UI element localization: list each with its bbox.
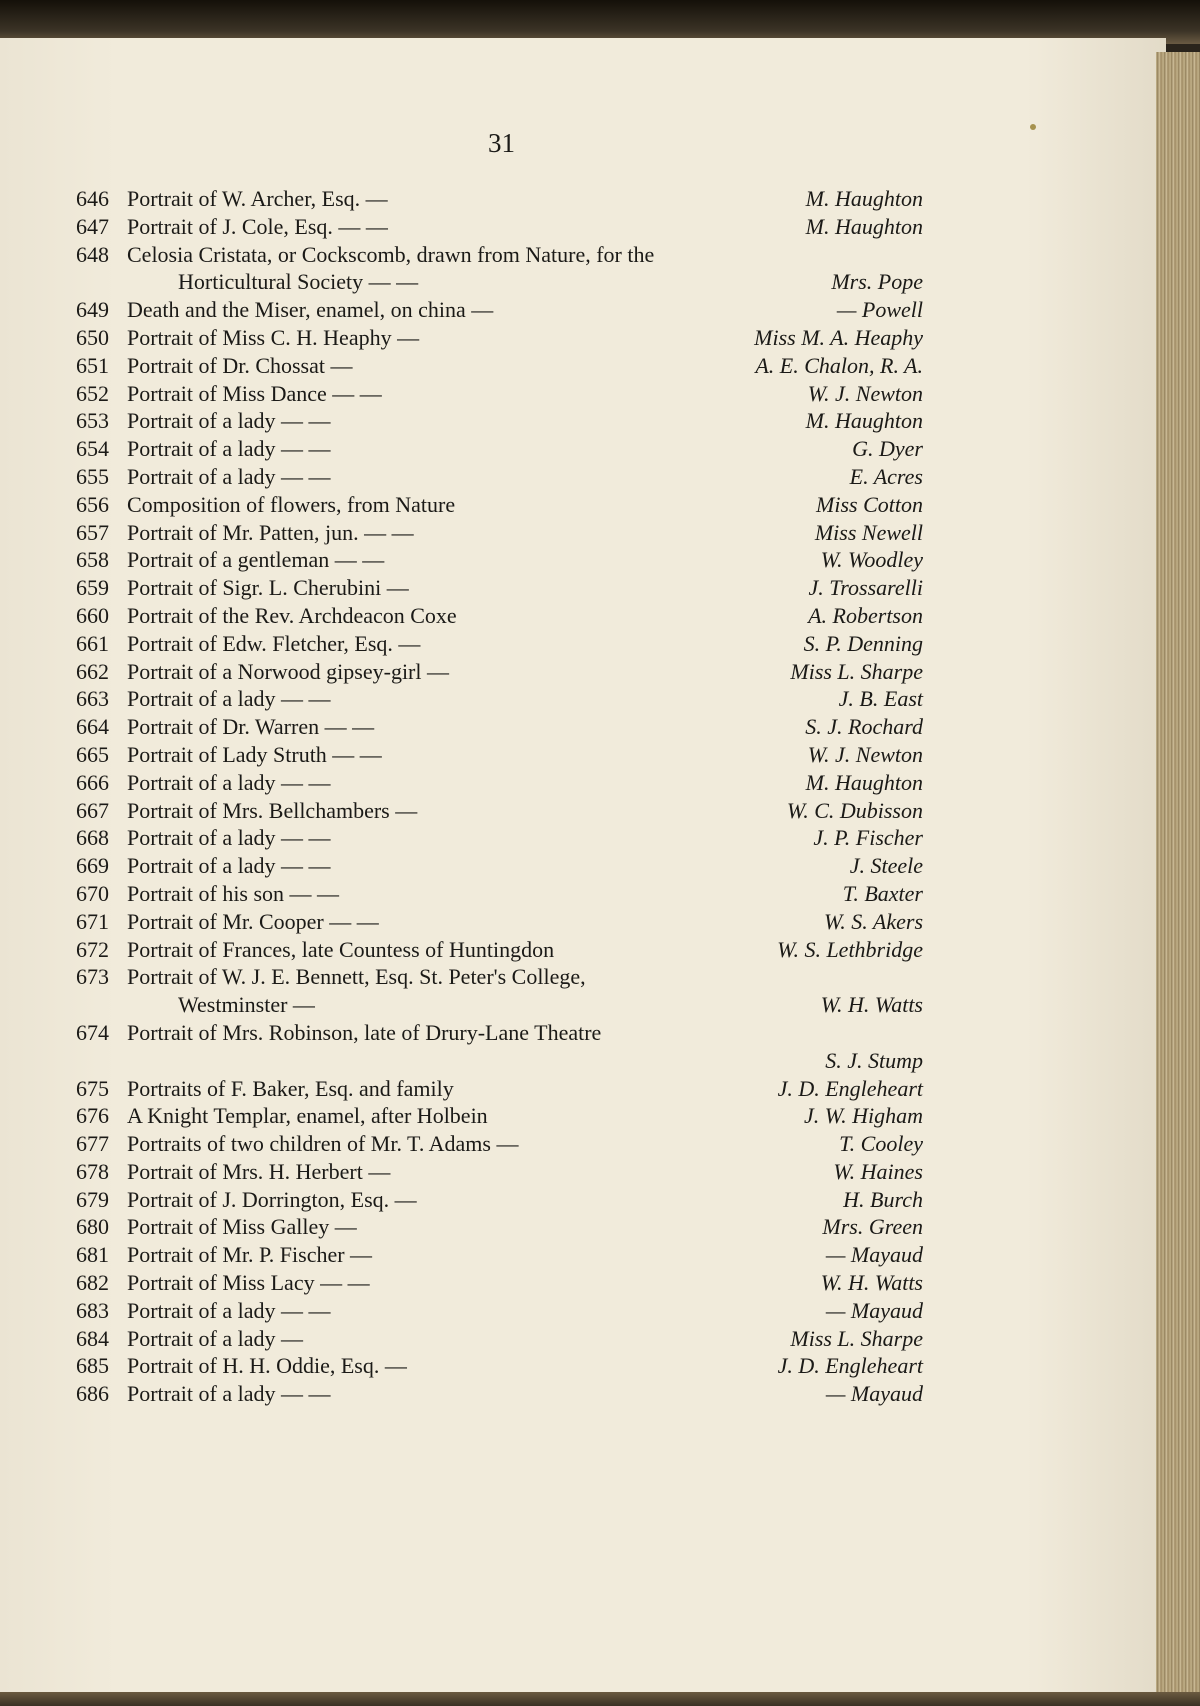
entry-artist: M. Haughton [805,408,923,434]
entry-title: Portrait of Edw. Fletcher, Esq. — [127,630,421,656]
entry-title: Portrait of Miss C. H. Heaphy — [127,324,420,350]
entry-number: 655 [76,463,109,489]
entry-title: Portrait of a gentleman — — [127,547,385,573]
entry-title: Portrait of Sigr. L. Cherubini — [127,575,409,601]
catalogue-entry [76,1326,923,1354]
entry-artist: W. H. Watts [820,1270,923,1296]
entry-artist: M. Haughton [805,213,923,239]
entry-title: Portrait of the Rev. Archdeacon Coxe [127,602,457,628]
entry-number: 675 [76,1075,109,1101]
entry-title: Portrait of a lady — — [127,463,331,489]
catalogue-entry [76,992,923,1020]
catalogue-entry [76,798,923,826]
entry-title: Westminster — [178,992,315,1018]
entry-artist: W. H. Watts [820,992,923,1018]
entry-number: 650 [76,324,109,350]
catalogue-entry [76,853,923,881]
catalogue-entry [76,242,923,270]
catalogue-entry [76,269,923,297]
entry-number: 673 [76,964,109,990]
entry-title: Portrait of his son — — [127,880,340,906]
catalogue-entry [76,1242,923,1270]
entry-artist: M. Haughton [805,769,923,795]
catalogue-entry [76,1048,923,1076]
entry-title: Portrait of Mrs. Robinson, late of Drury-Lane Theatre [127,1019,602,1045]
catalogue-entry [76,1381,923,1409]
entry-artist: W. Woodley [820,547,923,573]
catalogue-entry [76,408,923,436]
entry-number: 684 [76,1325,109,1351]
entry-title: Portrait of Dr. Warren — — [127,714,375,740]
entry-number: 685 [76,1353,109,1379]
entry-number: 662 [76,658,109,684]
entry-artist: E. Acres [849,463,923,489]
catalogue-entry [76,937,923,965]
entry-artist: Miss L. Sharpe [790,1325,923,1351]
entry-title: Portrait of Frances, late Countess of Huntingdon [127,936,555,962]
entry-number: 669 [76,853,109,879]
catalogue-entry [76,381,923,409]
entry-title: Death and the Miser, enamel, on china — [127,297,494,323]
page-edges [1156,52,1200,1706]
entry-title: Portrait of Dr. Chossat — [127,352,353,378]
entry-number: 664 [76,714,109,740]
catalogue-entry [76,1131,923,1159]
entry-title: Portrait of a lady — — [127,853,331,879]
catalogue-entry [76,547,923,575]
entry-artist: G. Dyer [852,436,923,462]
catalogue-entry [76,603,923,631]
entry-number: 647 [76,213,109,239]
entry-artist: W. J. Newton [807,741,923,767]
entry-artist: H. Burch [843,1186,923,1212]
entry-artist: J. W. Higham [804,1103,923,1129]
entry-artist: W. S. Lethbridge [777,936,923,962]
foxing-spot [1030,124,1036,130]
entry-title: A Knight Templar, enamel, after Holbein [127,1103,488,1129]
entry-artist: J. B. East [838,686,923,712]
catalogue-entry [76,881,923,909]
entry-artist: Miss Newell [814,519,923,545]
entry-title: Portrait of Miss Lacy — — [127,1270,370,1296]
entry-artist: J. P. Fischer [813,825,923,851]
entry-artist: J. Steele [849,853,923,879]
entry-artist: Miss Cotton [816,491,923,517]
entry-number: 672 [76,936,109,962]
entry-number: 666 [76,769,109,795]
entry-title: Portraits of two children of Mr. T. Adams — [127,1131,519,1157]
entry-number: 658 [76,547,109,573]
catalogue-entry [76,631,923,659]
entry-title: Portrait of Lady Struth — — [127,741,382,767]
entry-number: 652 [76,380,109,406]
catalogue-entries [76,186,923,1409]
entry-artist: — Mayaud [825,1381,923,1407]
catalogue-entry [76,214,923,242]
entry-artist: J. Trossarelli [808,575,923,601]
entry-title: Portrait of Mr. Cooper — — [127,908,379,934]
catalogue-entry [76,909,923,937]
catalogue-entry [76,1214,923,1242]
entry-artist: S. P. Denning [803,630,923,656]
entry-title: Portrait of H. H. Oddie, Esq. — [127,1353,407,1379]
catalogue-entry [76,186,923,214]
entry-number: 657 [76,519,109,545]
catalogue-entry [76,964,923,992]
catalogue-entry [76,1353,923,1381]
entry-title: Portrait of J. Dorrington, Esq. — [127,1186,417,1212]
entry-title: Portrait of J. Cole, Esq. — — [127,213,388,239]
entry-artist: J. D. Engleheart [777,1075,923,1101]
catalogue-entry [76,825,923,853]
entry-number: 663 [76,686,109,712]
entry-artist: W. C. Dubisson [786,797,923,823]
entry-artist: A. E. Chalon, R. A. [755,352,923,378]
entry-number: 676 [76,1103,109,1129]
entry-number: 670 [76,880,109,906]
catalogue-entry [76,464,923,492]
entry-number: 682 [76,1270,109,1296]
entry-number: 679 [76,1186,109,1212]
entry-title: Portrait of Mrs. Bellchambers — [127,797,418,823]
catalogue-entry [76,325,923,353]
entry-number: 683 [76,1297,109,1323]
catalogue-entry [76,1187,923,1215]
page-number: 31 [488,128,515,158]
entry-number: 649 [76,297,109,323]
catalogue-entry [76,1159,923,1187]
catalogue-entry [76,492,923,520]
catalogue-entry [76,297,923,325]
catalogue-entry [76,1103,923,1131]
catalogue-entry [76,1076,923,1104]
entry-artist: A. Robertson [808,602,923,628]
entry-number: 678 [76,1158,109,1184]
entry-title: Portrait of a lady — — [127,408,331,434]
entry-artist: J. D. Engleheart [777,1353,923,1379]
catalogue-entry [76,742,923,770]
catalogue-entry [76,1270,923,1298]
entry-artist: — Mayaud [825,1242,923,1268]
entry-number: 686 [76,1381,109,1407]
catalogue-entry [76,686,923,714]
entry-title: Portrait of Miss Galley — [127,1214,357,1240]
entry-number: 681 [76,1242,109,1268]
entry-artist: Mrs. Pope [831,269,923,295]
entry-title: Portrait of a lady — — [127,1381,331,1407]
entry-artist: S. J. Rochard [805,714,923,740]
entry-title: Portrait of a lady — — [127,686,331,712]
entry-artist: — Mayaud [825,1297,923,1323]
entry-number: 659 [76,575,109,601]
entry-number: 646 [76,186,109,211]
catalogue-entry [76,436,923,464]
entry-number: 677 [76,1131,109,1157]
entry-title: Portrait of a lady — — [127,825,331,851]
catalogue-entry [76,1298,923,1326]
entry-title: Portrait of a Norwood gipsey-girl — [127,658,449,684]
entry-title: Portrait of a lady — — [127,769,331,795]
book-binding-bottom [0,1692,1200,1706]
entry-artist: Miss L. Sharpe [790,658,923,684]
catalogue-entry [76,714,923,742]
entry-number: 648 [76,241,109,267]
entry-number: 667 [76,797,109,823]
entry-title: Celosia Cristata, or Cockscomb, drawn from Nature, for the [127,241,655,267]
entry-number: 656 [76,491,109,517]
entry-artist: S. J. Stump [825,1047,923,1073]
entry-title: Composition of flowers, from Nature [127,491,456,517]
entry-number: 674 [76,1019,109,1045]
entry-title: Portrait of W. Archer, Esq. — [127,186,388,211]
entry-title: Portrait of a lady — [127,1325,303,1351]
catalogue-entry [76,575,923,603]
entry-title: Portrait of a lady — — [127,436,331,462]
entry-artist: T. Baxter [842,880,923,906]
entry-title: Portraits of F. Baker, Esq. and family [127,1075,454,1101]
entry-number: 660 [76,602,109,628]
entry-title: Portrait of Mr. Patten, jun. — — [127,519,414,545]
entry-artist: M. Haughton [805,186,923,211]
catalogue-entry [76,659,923,687]
catalogue-entry [76,1020,923,1048]
entry-title: Portrait of Mr. P. Fischer — [127,1242,373,1268]
catalogue-entry [76,770,923,798]
entry-artist: W. J. Newton [807,380,923,406]
catalogue-entry [76,520,923,548]
entry-artist: W. Haines [833,1158,923,1184]
entry-title: Portrait of W. J. E. Bennett, Esq. St. Peter's College, [127,964,586,990]
entry-title: Portrait of Mrs. H. Herbert — [127,1158,391,1184]
catalogue-entry [76,353,923,381]
entry-artist: Miss M. A. Heaphy [754,324,923,350]
entry-title: Horticultural Society — — [178,269,419,295]
entry-number: 665 [76,741,109,767]
entry-artist: T. Cooley [839,1131,923,1157]
entry-number: 654 [76,436,109,462]
entry-title: Portrait of Miss Dance — — [127,380,382,406]
entry-number: 651 [76,352,109,378]
entry-title: Portrait of a lady — — [127,1297,331,1323]
entry-number: 671 [76,908,109,934]
entry-number: 661 [76,630,109,656]
entry-artist: Mrs. Green [822,1214,923,1240]
entry-artist: — Powell [836,297,923,323]
entry-number: 653 [76,408,109,434]
entry-number: 680 [76,1214,109,1240]
entry-artist: W. S. Akers [824,908,923,934]
entry-number: 668 [76,825,109,851]
